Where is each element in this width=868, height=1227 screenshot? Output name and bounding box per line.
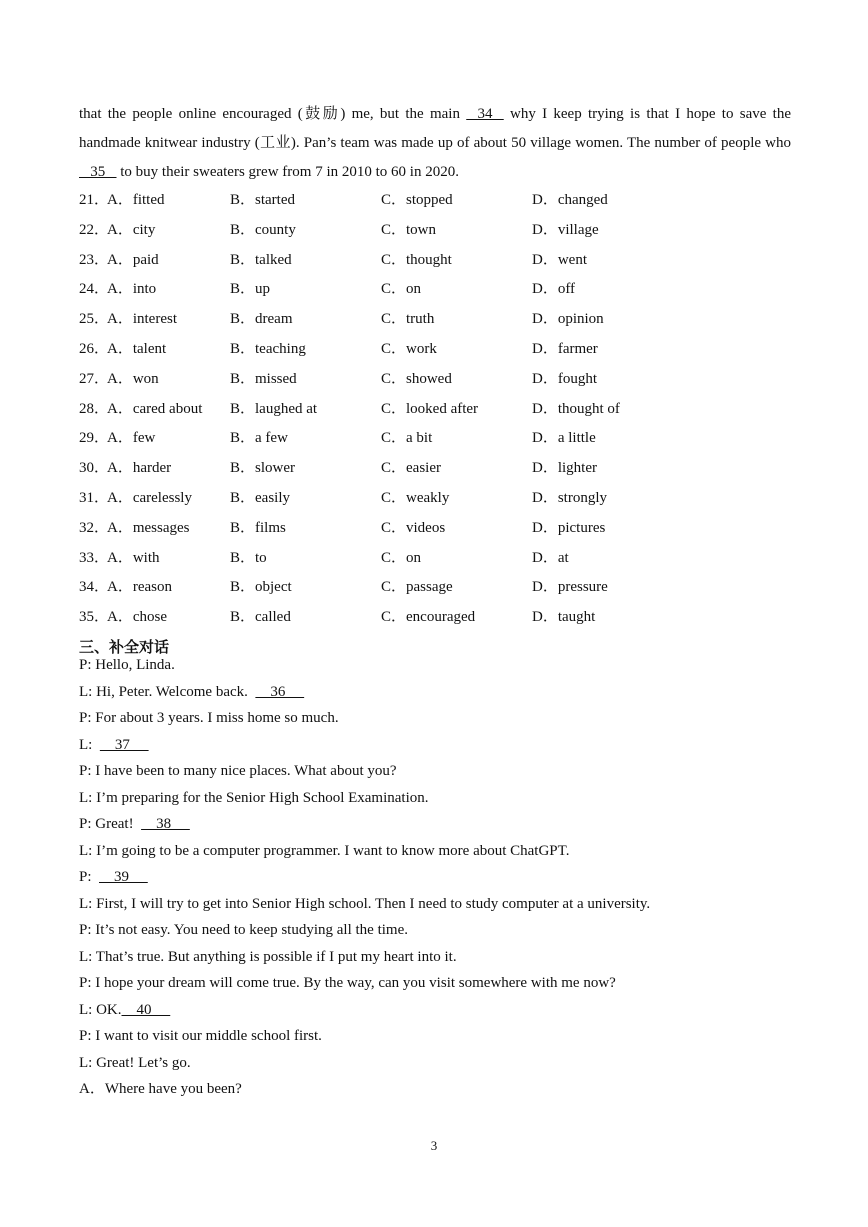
passage-text-1: that the people online encouraged (鼓励) me, but the main	[79, 106, 467, 122]
dialogue-line	[79, 972, 616, 994]
question-number: 32．	[79, 519, 110, 536]
option-c: C．easier	[381, 460, 441, 477]
option-a: A．carelessly	[107, 490, 192, 506]
dialogue-line	[79, 734, 149, 756]
option-a: A．messages	[107, 519, 190, 536]
option-b: B．called	[230, 609, 291, 626]
option-d: D．village	[532, 221, 599, 238]
question-number: 21．	[79, 192, 110, 208]
dialogue-line	[79, 946, 457, 968]
dialogue-line	[79, 893, 650, 915]
dialogue-text: P: Hello, Linda.	[79, 657, 175, 673]
dialogue-line	[79, 787, 429, 809]
dialogue-blank: 36	[255, 683, 305, 700]
option-c: C．videos	[381, 519, 446, 536]
option-d: D．farmer	[532, 341, 598, 357]
option-d: D．pictures	[532, 519, 606, 536]
question-number: 24．	[79, 281, 110, 298]
dialogue-text: L: OK.	[79, 1001, 122, 1018]
option-c: C．a bit	[381, 430, 433, 447]
question-number: 29．	[79, 430, 110, 447]
dialogue-line	[79, 707, 339, 729]
option-a: A．won	[107, 370, 159, 387]
option-d: D．at	[532, 549, 569, 566]
passage-text-2: why I keep trying is that I hope to save the handmade knitwear industry (工业). Pan’s team was made up of about 50 village women. The number of people who	[79, 106, 791, 151]
option-b: B．missed	[230, 370, 297, 387]
dialogue-blank: 37	[99, 736, 149, 753]
dialogue-line	[79, 840, 569, 862]
question-number: 31．	[79, 490, 110, 506]
option-d: D．strongly	[532, 490, 608, 506]
option-d: D．changed	[532, 192, 608, 208]
dialogue-text: P: Great!	[79, 816, 142, 832]
option-d: D．thought of	[532, 400, 620, 417]
option-b: B．started	[230, 192, 295, 208]
dialogue-text: P: It’s not easy. You need to keep studying all the time.	[79, 922, 408, 938]
dialogue-line	[79, 1052, 191, 1074]
option-a: A．harder	[107, 460, 172, 477]
passage-text-3: to buy their sweaters grew from 7 in 2010 to 60 in 2020.	[116, 164, 459, 180]
option-b: B．dream	[230, 311, 293, 328]
option-a: A．with	[107, 549, 160, 566]
dialogue-text: L:	[79, 736, 100, 753]
option-d: D．taught	[532, 609, 596, 626]
question-number: 33．	[79, 549, 110, 566]
dialogue-line	[79, 813, 190, 835]
dialogue-blank: 40	[121, 1001, 171, 1018]
question-number: 23．	[79, 251, 110, 268]
option-d: D．lighter	[532, 460, 597, 477]
option-c: C．on	[381, 281, 422, 298]
option-b: B．object	[230, 579, 292, 596]
dialogue-line	[79, 919, 408, 941]
dialogue-text: L: First, I will try to get into Senior High school. Then I need to study computer at a university.	[79, 895, 651, 912]
dialogue-text: P: I have been to many nice places. What about you?	[79, 763, 397, 779]
option-b: B．county	[230, 221, 296, 238]
option-b: B．easily	[230, 490, 290, 506]
option-b: B．films	[230, 519, 286, 536]
option-c: C．thought	[381, 251, 452, 268]
dialogue-line	[79, 1078, 242, 1100]
option-c: C．looked after	[381, 400, 479, 417]
option-c: C．on	[381, 549, 422, 566]
option-b: B．talked	[230, 251, 292, 268]
blank-34: 34	[466, 106, 504, 122]
option-c: C．stopped	[381, 192, 453, 208]
question-number: 30．	[79, 460, 110, 477]
option-b: B．up	[230, 281, 271, 298]
question-number: 28．	[79, 400, 110, 417]
option-c: C．town	[381, 221, 437, 238]
question-number: 35．	[79, 609, 110, 626]
option-d: D．a little	[532, 430, 596, 447]
option-a: A．cared about	[107, 400, 203, 417]
option-b: B．teaching	[230, 341, 306, 357]
option-d: D．pressure	[532, 579, 608, 596]
option-b: B．laughed at	[230, 400, 318, 417]
dialogue-line	[79, 1025, 322, 1047]
question-number: 34．	[79, 579, 110, 596]
option-a: A．interest	[107, 311, 177, 328]
option-a: A．talent	[107, 341, 167, 357]
option-c: C．encouraged	[381, 609, 476, 626]
dialogue-text: L: I’m preparing for the Senior High School Examination.	[79, 789, 429, 806]
option-c: C．showed	[381, 370, 452, 387]
option-a: A．fitted	[107, 192, 165, 208]
question-number: 22．	[79, 221, 110, 238]
option-c: C．weakly	[381, 490, 450, 506]
dialogue-text: L: I’m going to be a computer programmer. I want to know more about ChatGPT.	[79, 842, 570, 859]
page-number: 3	[430, 1138, 438, 1153]
dialogue-text: P:	[79, 869, 100, 885]
question-number: 26．	[79, 341, 110, 357]
dialogue-text: L: Hi, Peter. Welcome back.	[79, 683, 256, 700]
dialogue-text: P: I hope your dream will come true. By the way, can you visit somewhere with me now?	[79, 975, 616, 991]
dialogue-line	[79, 866, 148, 888]
dialogue-text: A．Where have you been?	[79, 1081, 242, 1097]
dialogue-blank: 38	[141, 816, 190, 832]
dialogue-text: L: That’s true. But anything is possible if I put my heart into it.	[79, 948, 457, 965]
option-c: C．work	[381, 341, 437, 357]
option-a: A．paid	[107, 251, 159, 268]
dialogue-line	[79, 760, 397, 782]
option-b: B．a few	[230, 430, 288, 447]
dialogue-text: P: I want to visit our middle school first.	[79, 1028, 322, 1044]
option-a: A．reason	[107, 579, 172, 596]
dialogue-text: L: Great! Let’s go.	[79, 1054, 191, 1071]
option-d: D．off	[532, 281, 576, 298]
option-b: B．slower	[230, 460, 295, 477]
question-number: 27．	[79, 370, 110, 387]
option-c: C．passage	[381, 579, 453, 596]
option-d: D．opinion	[532, 311, 604, 328]
option-a: A．city	[107, 221, 156, 238]
dialogue-line	[79, 654, 175, 676]
dialogue-text: P: For about 3 years. I miss home so much.	[79, 710, 339, 726]
dialogue-line	[79, 681, 304, 703]
dialogue-line	[79, 999, 170, 1021]
option-a: A．few	[107, 430, 156, 447]
question-number: 25．	[79, 311, 110, 328]
option-b: B．to	[230, 549, 267, 566]
option-a: A．into	[107, 281, 157, 298]
option-d: D．went	[532, 251, 587, 268]
blank-35: 35	[79, 164, 117, 180]
dialogue-blank: 39	[99, 869, 148, 885]
option-c: C．truth	[381, 311, 435, 328]
option-a: A．chose	[107, 609, 167, 626]
option-d: D．fought	[532, 370, 597, 387]
section-title: 三、补全对话	[79, 638, 170, 656]
passage-paragraph	[79, 100, 791, 187]
